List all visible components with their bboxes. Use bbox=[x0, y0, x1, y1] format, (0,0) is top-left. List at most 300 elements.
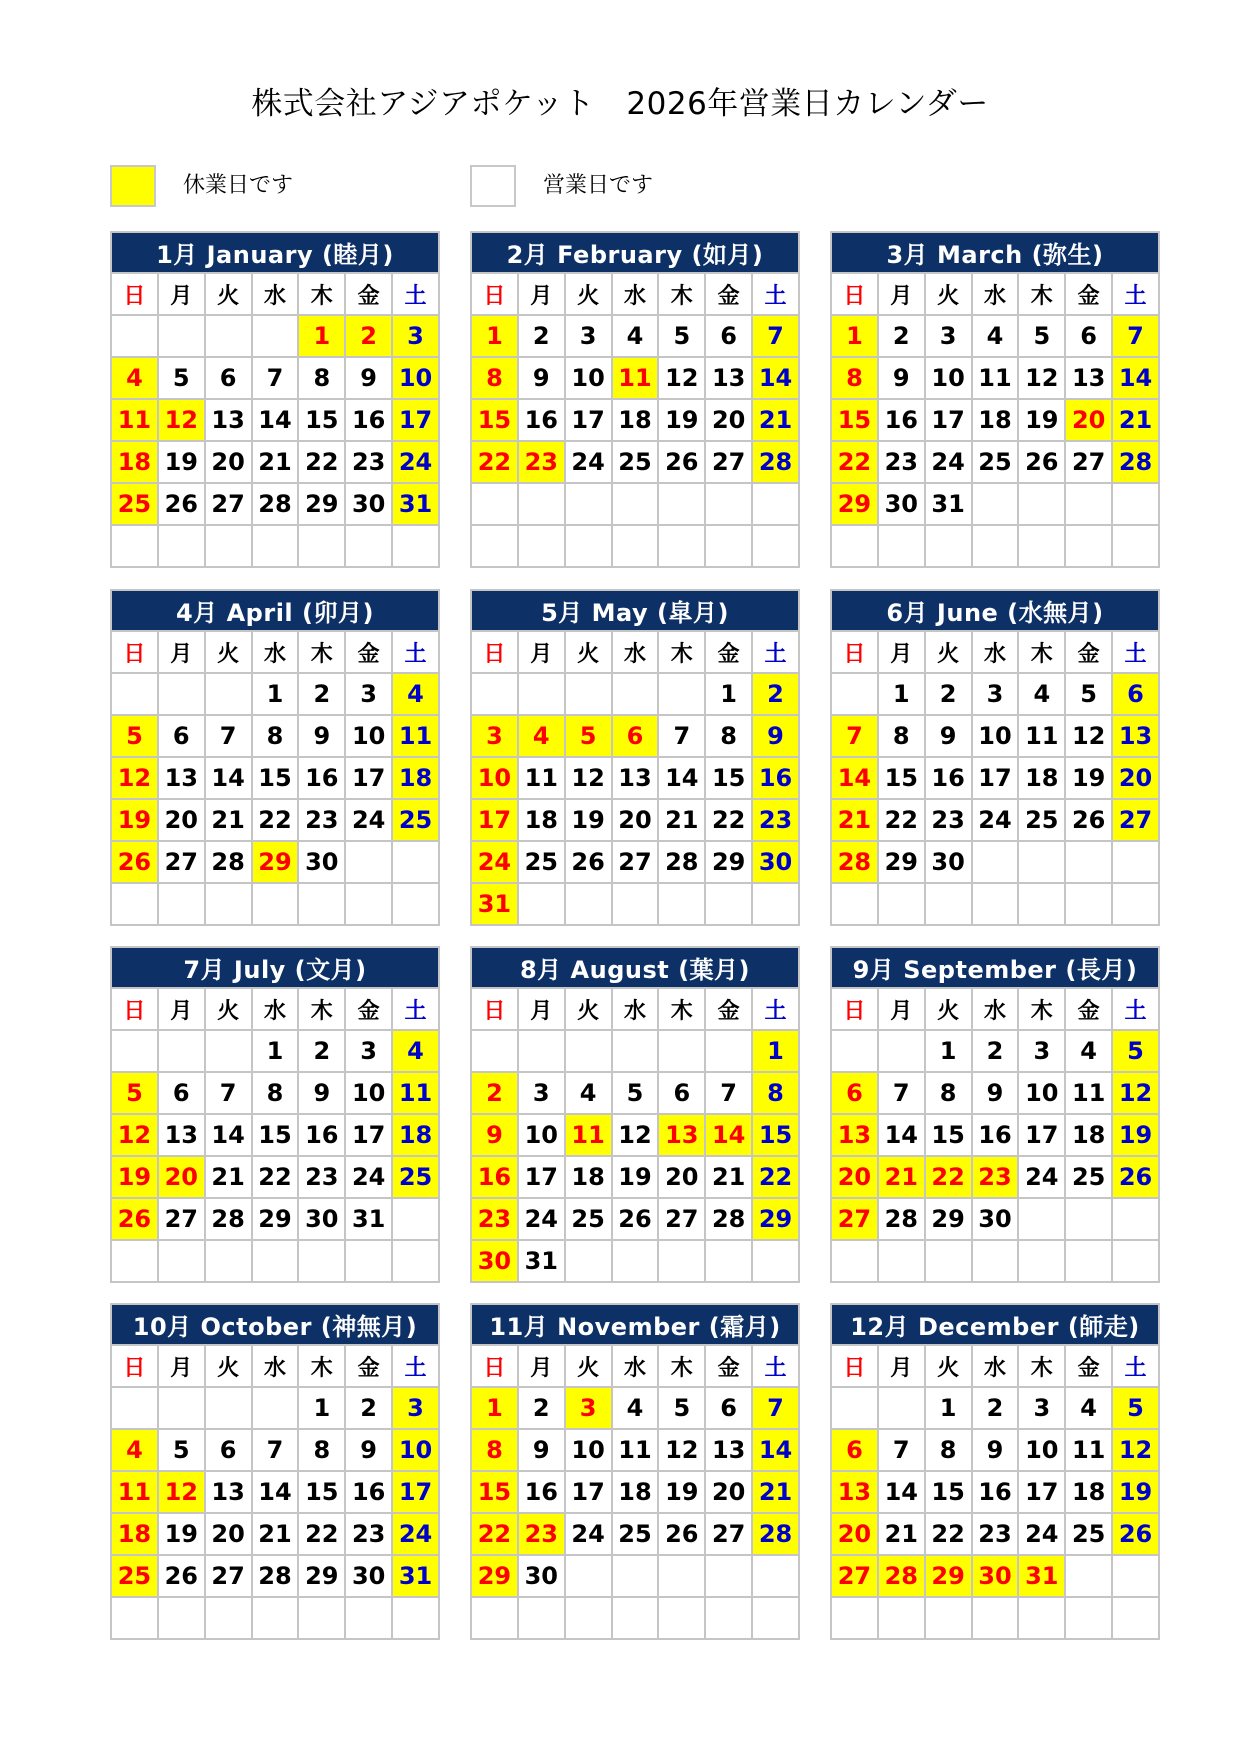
empty-cell bbox=[1065, 525, 1112, 567]
day-cell: 21 bbox=[658, 799, 705, 841]
empty-cell bbox=[205, 1387, 252, 1429]
weekday-header: 金 bbox=[1065, 988, 1112, 1030]
day-cell: 5 bbox=[612, 1072, 659, 1114]
day-cell: 10 bbox=[565, 357, 612, 399]
day-cell: 6 bbox=[831, 1429, 878, 1471]
day-cell: 6 bbox=[1065, 315, 1112, 357]
day-cell: 19 bbox=[565, 799, 612, 841]
month-table bbox=[470, 1303, 800, 1640]
empty-cell bbox=[1112, 525, 1159, 567]
weekday-header: 木 bbox=[298, 273, 345, 315]
day-cell: 11 bbox=[972, 357, 1019, 399]
empty-cell bbox=[878, 1597, 925, 1639]
day-cell: 9 bbox=[345, 357, 392, 399]
day-cell: 6 bbox=[1112, 673, 1159, 715]
empty-cell bbox=[111, 1387, 158, 1429]
empty-cell bbox=[972, 841, 1019, 883]
empty-cell bbox=[298, 883, 345, 925]
empty-cell bbox=[252, 883, 299, 925]
day-cell: 15 bbox=[831, 399, 878, 441]
day-cell: 20 bbox=[1065, 399, 1112, 441]
weekday-header: 水 bbox=[972, 273, 1019, 315]
weekday-header: 土 bbox=[392, 1345, 439, 1387]
day-cell: 9 bbox=[518, 357, 565, 399]
day-cell: 25 bbox=[972, 441, 1019, 483]
day-cell: 13 bbox=[831, 1471, 878, 1513]
day-cell: 23 bbox=[298, 1156, 345, 1198]
day-cell: 23 bbox=[345, 1513, 392, 1555]
day-cell: 5 bbox=[1112, 1387, 1159, 1429]
month-table bbox=[830, 231, 1160, 568]
day-cell: 28 bbox=[252, 483, 299, 525]
weekday-header: 木 bbox=[658, 273, 705, 315]
day-cell: 3 bbox=[565, 1387, 612, 1429]
day-cell: 29 bbox=[252, 1198, 299, 1240]
weekday-header: 日 bbox=[831, 1345, 878, 1387]
day-cell: 1 bbox=[252, 1030, 299, 1072]
day-cell: 19 bbox=[1018, 399, 1065, 441]
weekday-header: 木 bbox=[298, 631, 345, 673]
day-cell: 4 bbox=[518, 715, 565, 757]
empty-cell bbox=[1112, 1240, 1159, 1282]
weekday-header: 火 bbox=[925, 1345, 972, 1387]
day-cell: 16 bbox=[972, 1114, 1019, 1156]
day-cell: 29 bbox=[705, 841, 752, 883]
day-cell: 18 bbox=[1018, 757, 1065, 799]
day-cell: 19 bbox=[158, 1513, 205, 1555]
empty-cell bbox=[878, 525, 925, 567]
day-cell: 13 bbox=[705, 357, 752, 399]
empty-cell bbox=[471, 525, 518, 567]
weekday-header: 土 bbox=[1112, 273, 1159, 315]
weekday-header: 木 bbox=[1018, 273, 1065, 315]
weekday-header: 土 bbox=[1112, 631, 1159, 673]
weekday-header: 木 bbox=[658, 1345, 705, 1387]
day-cell: 23 bbox=[972, 1513, 1019, 1555]
day-cell: 13 bbox=[158, 1114, 205, 1156]
weekday-header: 月 bbox=[878, 631, 925, 673]
day-cell: 3 bbox=[392, 315, 439, 357]
day-cell: 26 bbox=[565, 841, 612, 883]
empty-cell bbox=[612, 1597, 659, 1639]
empty-cell bbox=[158, 883, 205, 925]
day-cell: 18 bbox=[392, 1114, 439, 1156]
day-cell: 17 bbox=[345, 757, 392, 799]
weekday-header: 月 bbox=[518, 631, 565, 673]
day-cell: 14 bbox=[205, 1114, 252, 1156]
weekday-header: 月 bbox=[878, 273, 925, 315]
day-cell: 10 bbox=[345, 1072, 392, 1114]
day-cell: 31 bbox=[392, 483, 439, 525]
day-cell: 24 bbox=[345, 799, 392, 841]
day-cell: 7 bbox=[831, 715, 878, 757]
day-cell: 18 bbox=[612, 399, 659, 441]
day-cell: 14 bbox=[205, 757, 252, 799]
empty-cell bbox=[565, 1030, 612, 1072]
day-cell: 26 bbox=[111, 841, 158, 883]
day-cell: 22 bbox=[878, 799, 925, 841]
day-cell: 3 bbox=[1018, 1030, 1065, 1072]
day-cell: 25 bbox=[392, 799, 439, 841]
day-cell: 18 bbox=[518, 799, 565, 841]
day-cell: 24 bbox=[518, 1198, 565, 1240]
day-cell: 17 bbox=[1018, 1471, 1065, 1513]
empty-cell bbox=[1018, 883, 1065, 925]
day-cell: 9 bbox=[345, 1429, 392, 1471]
empty-cell bbox=[252, 1240, 299, 1282]
empty-cell bbox=[298, 1240, 345, 1282]
day-cell: 21 bbox=[878, 1156, 925, 1198]
month-table bbox=[110, 1303, 440, 1640]
day-cell: 18 bbox=[972, 399, 1019, 441]
day-cell: 19 bbox=[1112, 1471, 1159, 1513]
day-cell: 11 bbox=[565, 1114, 612, 1156]
day-cell: 26 bbox=[1065, 799, 1112, 841]
weekday-header: 日 bbox=[111, 988, 158, 1030]
month-title: 6月 June (水無月) bbox=[831, 590, 1159, 631]
day-cell: 16 bbox=[972, 1471, 1019, 1513]
day-cell: 30 bbox=[345, 483, 392, 525]
day-cell: 18 bbox=[1065, 1114, 1112, 1156]
empty-cell bbox=[705, 1240, 752, 1282]
day-cell: 10 bbox=[565, 1429, 612, 1471]
empty-cell bbox=[565, 1240, 612, 1282]
weekday-header: 水 bbox=[252, 273, 299, 315]
day-cell: 30 bbox=[752, 841, 799, 883]
day-cell: 15 bbox=[298, 1471, 345, 1513]
weekday-header: 日 bbox=[831, 631, 878, 673]
empty-cell bbox=[752, 525, 799, 567]
day-cell: 21 bbox=[205, 1156, 252, 1198]
empty-cell bbox=[158, 673, 205, 715]
empty-cell bbox=[972, 1240, 1019, 1282]
page-title: 株式会社アジアポケット 2026年営業日カレンダー bbox=[251, 86, 989, 122]
day-cell: 14 bbox=[252, 399, 299, 441]
day-cell: 29 bbox=[298, 1555, 345, 1597]
weekday-header: 日 bbox=[471, 988, 518, 1030]
day-cell: 21 bbox=[205, 799, 252, 841]
empty-cell bbox=[111, 525, 158, 567]
day-cell: 5 bbox=[658, 1387, 705, 1429]
empty-cell bbox=[612, 525, 659, 567]
empty-cell bbox=[1018, 483, 1065, 525]
empty-cell bbox=[972, 525, 1019, 567]
empty-cell bbox=[752, 883, 799, 925]
day-cell: 10 bbox=[1018, 1429, 1065, 1471]
day-cell: 30 bbox=[972, 1198, 1019, 1240]
empty-cell bbox=[658, 1555, 705, 1597]
weekday-header: 日 bbox=[111, 631, 158, 673]
empty-cell bbox=[565, 1555, 612, 1597]
empty-cell bbox=[471, 1030, 518, 1072]
day-cell: 27 bbox=[658, 1198, 705, 1240]
day-cell: 29 bbox=[298, 483, 345, 525]
day-cell: 24 bbox=[471, 841, 518, 883]
day-cell: 7 bbox=[205, 715, 252, 757]
empty-cell bbox=[752, 1597, 799, 1639]
weekday-header: 火 bbox=[205, 273, 252, 315]
day-cell: 31 bbox=[518, 1240, 565, 1282]
empty-cell bbox=[831, 1030, 878, 1072]
day-cell: 10 bbox=[925, 357, 972, 399]
day-cell: 8 bbox=[925, 1072, 972, 1114]
day-cell: 12 bbox=[111, 757, 158, 799]
empty-cell bbox=[1065, 841, 1112, 883]
day-cell: 19 bbox=[158, 441, 205, 483]
day-cell: 11 bbox=[111, 1471, 158, 1513]
day-cell: 19 bbox=[1112, 1114, 1159, 1156]
day-cell: 1 bbox=[471, 1387, 518, 1429]
day-cell: 26 bbox=[1018, 441, 1065, 483]
day-cell: 28 bbox=[205, 1198, 252, 1240]
day-cell: 28 bbox=[831, 841, 878, 883]
weekday-header: 日 bbox=[111, 1345, 158, 1387]
day-cell: 4 bbox=[111, 1429, 158, 1471]
day-cell: 17 bbox=[565, 1471, 612, 1513]
weekday-header: 火 bbox=[205, 988, 252, 1030]
day-cell: 30 bbox=[471, 1240, 518, 1282]
day-cell: 8 bbox=[298, 1429, 345, 1471]
weekday-header: 火 bbox=[205, 631, 252, 673]
day-cell: 14 bbox=[658, 757, 705, 799]
day-cell: 27 bbox=[705, 1513, 752, 1555]
weekday-header: 木 bbox=[1018, 1345, 1065, 1387]
weekday-header: 日 bbox=[471, 631, 518, 673]
day-cell: 15 bbox=[925, 1471, 972, 1513]
day-cell: 3 bbox=[345, 1030, 392, 1072]
day-cell: 20 bbox=[205, 1513, 252, 1555]
day-cell: 19 bbox=[1065, 757, 1112, 799]
day-cell: 13 bbox=[205, 399, 252, 441]
day-cell: 13 bbox=[1112, 715, 1159, 757]
empty-cell bbox=[878, 1240, 925, 1282]
day-cell: 28 bbox=[752, 1513, 799, 1555]
day-cell: 16 bbox=[298, 1114, 345, 1156]
empty-cell bbox=[111, 315, 158, 357]
empty-cell bbox=[612, 883, 659, 925]
empty-cell bbox=[158, 1387, 205, 1429]
day-cell: 4 bbox=[392, 1030, 439, 1072]
day-cell: 5 bbox=[158, 1429, 205, 1471]
empty-cell bbox=[1112, 1555, 1159, 1597]
day-cell: 5 bbox=[1018, 315, 1065, 357]
day-cell: 17 bbox=[345, 1114, 392, 1156]
day-cell: 19 bbox=[658, 399, 705, 441]
month-title: 3月 March (弥生) bbox=[831, 232, 1159, 273]
month-table bbox=[830, 589, 1160, 926]
day-cell: 9 bbox=[925, 715, 972, 757]
empty-cell bbox=[1065, 1240, 1112, 1282]
day-cell: 28 bbox=[878, 1555, 925, 1597]
empty-cell bbox=[1018, 1597, 1065, 1639]
weekday-header: 水 bbox=[972, 1345, 1019, 1387]
day-cell: 8 bbox=[752, 1072, 799, 1114]
empty-cell bbox=[518, 1597, 565, 1639]
empty-cell bbox=[972, 1597, 1019, 1639]
day-cell: 13 bbox=[831, 1114, 878, 1156]
empty-cell bbox=[705, 883, 752, 925]
month-table bbox=[470, 231, 800, 568]
weekday-header: 月 bbox=[158, 273, 205, 315]
day-cell: 21 bbox=[705, 1156, 752, 1198]
day-cell: 21 bbox=[752, 399, 799, 441]
empty-cell bbox=[1065, 1198, 1112, 1240]
empty-cell bbox=[705, 525, 752, 567]
day-cell: 16 bbox=[298, 757, 345, 799]
empty-cell bbox=[1112, 883, 1159, 925]
day-cell: 12 bbox=[658, 357, 705, 399]
day-cell: 20 bbox=[705, 399, 752, 441]
month-table bbox=[830, 946, 1160, 1283]
day-cell: 2 bbox=[518, 1387, 565, 1429]
day-cell: 17 bbox=[518, 1156, 565, 1198]
day-cell: 31 bbox=[392, 1555, 439, 1597]
weekday-header: 金 bbox=[345, 273, 392, 315]
day-cell: 26 bbox=[1112, 1513, 1159, 1555]
day-cell: 22 bbox=[925, 1156, 972, 1198]
day-cell: 9 bbox=[471, 1114, 518, 1156]
day-cell: 17 bbox=[565, 399, 612, 441]
day-cell: 24 bbox=[565, 1513, 612, 1555]
empty-cell bbox=[831, 1597, 878, 1639]
month-title: 4月 April (卯月) bbox=[111, 590, 439, 631]
month-title: 8月 August (葉月) bbox=[471, 947, 799, 988]
day-cell: 24 bbox=[345, 1156, 392, 1198]
day-cell: 6 bbox=[658, 1072, 705, 1114]
day-cell: 23 bbox=[925, 799, 972, 841]
empty-cell bbox=[705, 1555, 752, 1597]
day-cell: 23 bbox=[518, 1513, 565, 1555]
day-cell: 13 bbox=[1065, 357, 1112, 399]
day-cell: 3 bbox=[925, 315, 972, 357]
empty-cell bbox=[252, 315, 299, 357]
empty-cell bbox=[518, 525, 565, 567]
weekday-header: 金 bbox=[1065, 273, 1112, 315]
day-cell: 29 bbox=[252, 841, 299, 883]
day-cell: 10 bbox=[392, 1429, 439, 1471]
weekday-header: 木 bbox=[298, 1345, 345, 1387]
day-cell: 1 bbox=[878, 673, 925, 715]
empty-cell bbox=[612, 673, 659, 715]
weekday-header: 火 bbox=[205, 1345, 252, 1387]
empty-cell bbox=[925, 525, 972, 567]
weekday-header: 月 bbox=[518, 988, 565, 1030]
day-cell: 11 bbox=[1065, 1072, 1112, 1114]
empty-cell bbox=[111, 1240, 158, 1282]
empty-cell bbox=[565, 673, 612, 715]
day-cell: 6 bbox=[205, 357, 252, 399]
empty-cell bbox=[205, 315, 252, 357]
day-cell: 9 bbox=[298, 715, 345, 757]
empty-cell bbox=[658, 483, 705, 525]
month-table bbox=[110, 231, 440, 568]
month-table bbox=[110, 946, 440, 1283]
day-cell: 20 bbox=[831, 1513, 878, 1555]
day-cell: 30 bbox=[298, 841, 345, 883]
empty-cell bbox=[1018, 841, 1065, 883]
weekday-header: 金 bbox=[345, 1345, 392, 1387]
day-cell: 5 bbox=[1065, 673, 1112, 715]
month-title: 1月 January (睦月) bbox=[111, 232, 439, 273]
weekday-header: 日 bbox=[471, 273, 518, 315]
day-cell: 18 bbox=[111, 441, 158, 483]
empty-cell bbox=[1112, 1198, 1159, 1240]
day-cell: 12 bbox=[158, 399, 205, 441]
day-cell: 14 bbox=[752, 1429, 799, 1471]
day-cell: 5 bbox=[111, 1072, 158, 1114]
day-cell: 20 bbox=[158, 1156, 205, 1198]
weekday-header: 月 bbox=[158, 631, 205, 673]
day-cell: 14 bbox=[878, 1114, 925, 1156]
day-cell: 31 bbox=[345, 1198, 392, 1240]
weekday-header: 火 bbox=[925, 273, 972, 315]
day-cell: 7 bbox=[878, 1429, 925, 1471]
empty-cell bbox=[658, 1030, 705, 1072]
weekday-header: 木 bbox=[658, 988, 705, 1030]
day-cell: 22 bbox=[705, 799, 752, 841]
day-cell: 25 bbox=[111, 483, 158, 525]
day-cell: 15 bbox=[705, 757, 752, 799]
day-cell: 16 bbox=[471, 1156, 518, 1198]
empty-cell bbox=[158, 315, 205, 357]
day-cell: 29 bbox=[471, 1555, 518, 1597]
empty-cell bbox=[612, 1240, 659, 1282]
day-cell: 23 bbox=[471, 1198, 518, 1240]
empty-cell bbox=[565, 1597, 612, 1639]
empty-cell bbox=[158, 1030, 205, 1072]
day-cell: 24 bbox=[565, 441, 612, 483]
weekday-header: 水 bbox=[612, 273, 659, 315]
weekday-header: 木 bbox=[298, 988, 345, 1030]
empty-cell bbox=[705, 1597, 752, 1639]
day-cell: 12 bbox=[158, 1471, 205, 1513]
empty-cell bbox=[205, 1597, 252, 1639]
weekday-header: 土 bbox=[752, 273, 799, 315]
empty-cell bbox=[612, 1030, 659, 1072]
empty-cell bbox=[1065, 1555, 1112, 1597]
day-cell: 7 bbox=[1112, 315, 1159, 357]
day-cell: 24 bbox=[392, 441, 439, 483]
empty-cell bbox=[1112, 841, 1159, 883]
day-cell: 8 bbox=[878, 715, 925, 757]
empty-cell bbox=[471, 673, 518, 715]
day-cell: 3 bbox=[1018, 1387, 1065, 1429]
month-title: 9月 September (長月) bbox=[831, 947, 1159, 988]
day-cell: 30 bbox=[878, 483, 925, 525]
day-cell: 20 bbox=[705, 1471, 752, 1513]
day-cell: 27 bbox=[158, 1198, 205, 1240]
day-cell: 1 bbox=[925, 1387, 972, 1429]
day-cell: 7 bbox=[752, 1387, 799, 1429]
day-cell: 28 bbox=[658, 841, 705, 883]
day-cell: 20 bbox=[1112, 757, 1159, 799]
weekday-header: 金 bbox=[705, 273, 752, 315]
day-cell: 10 bbox=[1018, 1072, 1065, 1114]
empty-cell bbox=[298, 525, 345, 567]
empty-cell bbox=[752, 1240, 799, 1282]
empty-cell bbox=[518, 1030, 565, 1072]
weekday-header: 月 bbox=[518, 1345, 565, 1387]
day-cell: 12 bbox=[1065, 715, 1112, 757]
day-cell: 20 bbox=[658, 1156, 705, 1198]
day-cell: 8 bbox=[925, 1429, 972, 1471]
empty-cell bbox=[565, 883, 612, 925]
day-cell: 15 bbox=[878, 757, 925, 799]
day-cell: 12 bbox=[565, 757, 612, 799]
empty-cell bbox=[658, 1597, 705, 1639]
day-cell: 27 bbox=[205, 1555, 252, 1597]
day-cell: 15 bbox=[298, 399, 345, 441]
